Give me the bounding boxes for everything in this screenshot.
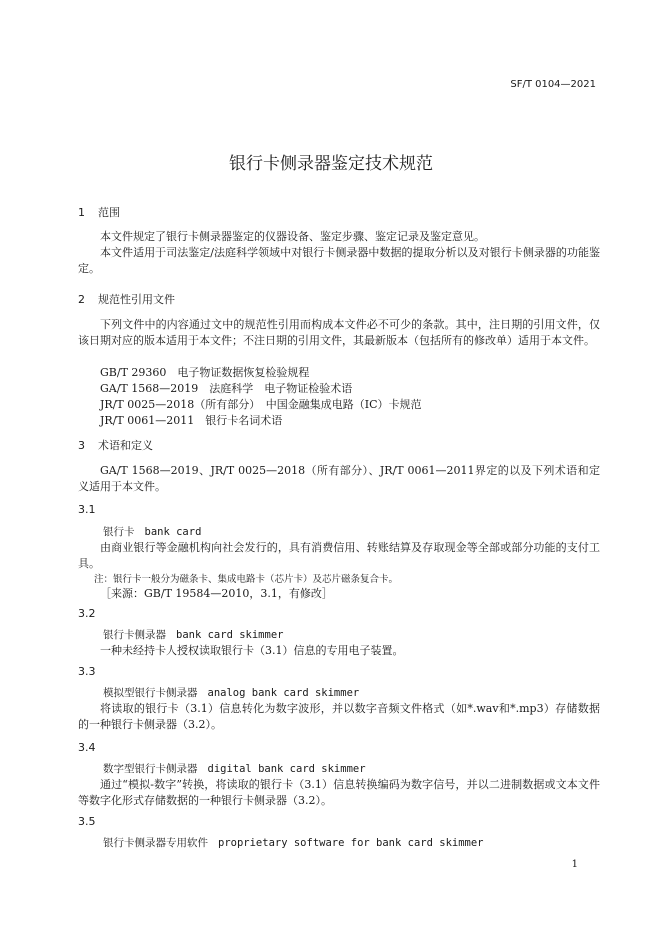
term-chinese: 银行卡 [103, 526, 135, 538]
term-chinese: 银行卡侧录器专用软件 [103, 837, 208, 849]
term-english: proprietary software for bank card skimmer [218, 837, 484, 849]
references-intro: 下列文件中的内容通过文中的规范性引用而构成本文件必不可少的条款。其中，注日期的引用文件，仅该日期对应的版本适用于本文件；不注日期的引用文件，其最新版本（包括所有的修改单）适用于本文件。 [78, 318, 600, 347]
term-entry [103, 685, 359, 700]
scope-paragraph: 本文件适用于司法鉴定/法庭科学领域中对银行卡侧录器中数据的提取分析以及对银行卡侧录器的功能鉴定。 [78, 246, 600, 275]
standard-code: SF/T 0104—2021 [510, 79, 596, 90]
term-definition: 将读取的银行卡（3.1）信息转化为数字波形，并以数字音频文件格式（如*.wav和*.mp3）存储数据的一种银行卡侧录器（3.2）。 [78, 702, 600, 731]
section-number: 1 [78, 206, 85, 219]
section-title: 规范性引用文件 [98, 293, 175, 306]
clause-number: 3.1 [78, 503, 96, 516]
term-chinese: 数字型银行卡侧录器 [103, 763, 198, 775]
term-english: digital bank card skimmer [207, 763, 366, 775]
term-definition: 一种未经持卡人授权读取银行卡（3.1）信息的专用电子装置。 [100, 644, 404, 657]
term-english: bank card skimmer [176, 629, 284, 641]
clause-number: 3.2 [78, 607, 96, 620]
reference-item: JR/T 0025—2018（所有部分） 中国金融集成电路（IC）卡规范 [100, 398, 422, 411]
section-heading-terms [78, 437, 153, 453]
term-definition: 通过“模拟-数字”转换，将读取的银行卡（3.1）信息转换编码为数字信号，并以二进制数据或文本文件等数字化形式存储数据的一种银行卡侧录器（3.2）。 [78, 778, 600, 807]
section-heading-normative-references [78, 291, 175, 307]
section-title: 术语和定义 [98, 439, 153, 452]
section-number: 2 [78, 293, 85, 306]
section-heading-scope [78, 204, 120, 220]
term-source: ［来源：GB/T 19584—2010，3.1，有修改］ [100, 587, 333, 600]
term-entry [103, 524, 201, 539]
term-entry [103, 835, 484, 850]
page-number: 1 [571, 859, 578, 870]
term-chinese: 模拟型银行卡侧录器 [103, 687, 198, 699]
term-entry [103, 627, 283, 642]
term-english: analog bank card skimmer [207, 687, 360, 699]
term-english: bank card [144, 526, 202, 538]
term-entry [103, 761, 366, 776]
term-definition: 由商业银行等金融机构向社会发行的，具有消费信用、转账结算及存取现金等全部或部分功能的支付工具。 [78, 541, 600, 570]
clause-number: 3.4 [78, 741, 96, 754]
term-chinese: 银行卡侧录器 [103, 629, 166, 641]
reference-item: GB/T 29360 电子物证数据恢复检验规程 [100, 366, 310, 379]
terms-intro: GA/T 1568—2019、JR/T 0025—2018（所有部分）、JR/T 0061—2011界定的以及下列术语和定义适用于本文件。 [78, 464, 600, 493]
reference-item: GA/T 1568—2019 法庭科学 电子物证检验术语 [100, 382, 353, 395]
reference-item: JR/T 0061—2011 银行卡名词术语 [100, 414, 283, 427]
term-note: 注：银行卡一般分为磁条卡、集成电路卡（芯片卡）及芯片磁条复合卡。 [94, 574, 399, 585]
scope-paragraph: 本文件规定了银行卡侧录器鉴定的仪器设备、鉴定步骤、鉴定记录及鉴定意见。 [100, 230, 485, 243]
clause-number: 3.3 [78, 665, 96, 678]
section-title: 范围 [98, 206, 120, 219]
clause-number: 3.5 [78, 815, 96, 828]
document-title: 银行卡侧录器鉴定技术规范 [229, 154, 433, 174]
section-number: 3 [78, 439, 85, 452]
